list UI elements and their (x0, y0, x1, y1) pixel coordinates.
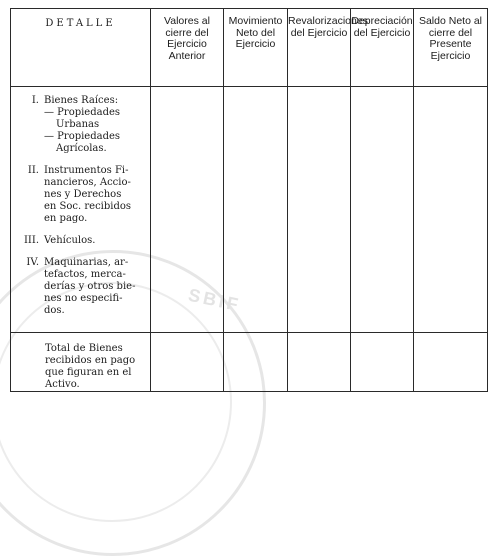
item-line: derías y otros bie- (44, 281, 136, 292)
item-line: nancieros, Accio- (44, 177, 131, 188)
header-revalorizaciones: Revalorizaciones del Ejercicio (288, 9, 351, 87)
total-line: recibidos en pago (45, 355, 136, 366)
header-valores-anterior: Valores al cierre del Ejercicio Anterior (151, 9, 224, 87)
item-sub-label: — Propiedades (44, 131, 121, 142)
saldo-neto-cell (414, 87, 488, 333)
item-sub-label: Agrícolas. (56, 143, 107, 154)
total-label-cell (11, 333, 151, 392)
total-line: Activo. (45, 379, 80, 390)
item-title: Bienes Raíces: (44, 95, 119, 106)
valores-anterior-cell (151, 87, 224, 333)
item-sub-label: — Propiedades (44, 107, 121, 118)
total-label (45, 343, 146, 391)
item-line: dos. (44, 305, 65, 316)
item-sub-agricolas (17, 131, 146, 155)
item-instrumentos (17, 165, 146, 225)
depreciacion-cell (351, 87, 414, 333)
bienes-table (10, 8, 488, 392)
item-line: nes no especifi- (44, 293, 123, 304)
stamp-watermark-text: SBIF (186, 284, 243, 316)
item-line: Vehículos. (44, 235, 96, 246)
item-line: en Soc. recibidos (44, 201, 132, 212)
total-line: que figuran en el (45, 367, 132, 378)
movimiento-neto-cell (224, 87, 288, 333)
total-row (11, 333, 488, 392)
total-depreciacion-cell (351, 333, 414, 392)
item-line: Instrumentos Fi- (44, 165, 129, 176)
total-line: Total de Bienes (45, 343, 123, 354)
detalle-items-cell (11, 87, 151, 333)
header-movimiento-neto: Movimiento Neto del Ejercicio (224, 9, 288, 87)
header-detalle: DETALLE (11, 9, 151, 87)
item-maquinarias (17, 257, 146, 317)
item-number: I. (31, 95, 39, 106)
item-number: IV. (26, 257, 39, 268)
item-line: nes y Derechos (44, 189, 122, 200)
item-line: tefactos, merca- (44, 269, 126, 280)
item-sub-label: Urbanas (56, 119, 100, 130)
total-movimiento-neto-cell (224, 333, 288, 392)
item-number: II. (27, 165, 39, 176)
total-revalorizaciones-cell (288, 333, 351, 392)
revalorizaciones-cell (288, 87, 351, 333)
item-line: en pago. (44, 213, 88, 224)
item-vehiculos (17, 235, 146, 247)
item-line: Maquinarias, ar- (44, 257, 129, 268)
header-row (11, 9, 488, 87)
item-number: III. (23, 235, 39, 246)
items-row (11, 87, 488, 333)
item-bienes-raices (17, 95, 146, 155)
item-sub-urbanas (17, 107, 146, 131)
header-depreciacion: Depreciación del Ejercicio (351, 9, 414, 87)
header-saldo-neto: Saldo Neto al cierre del Presente Ejercicio (414, 9, 488, 87)
total-valores-anterior-cell (151, 333, 224, 392)
total-saldo-neto-cell (414, 333, 488, 392)
